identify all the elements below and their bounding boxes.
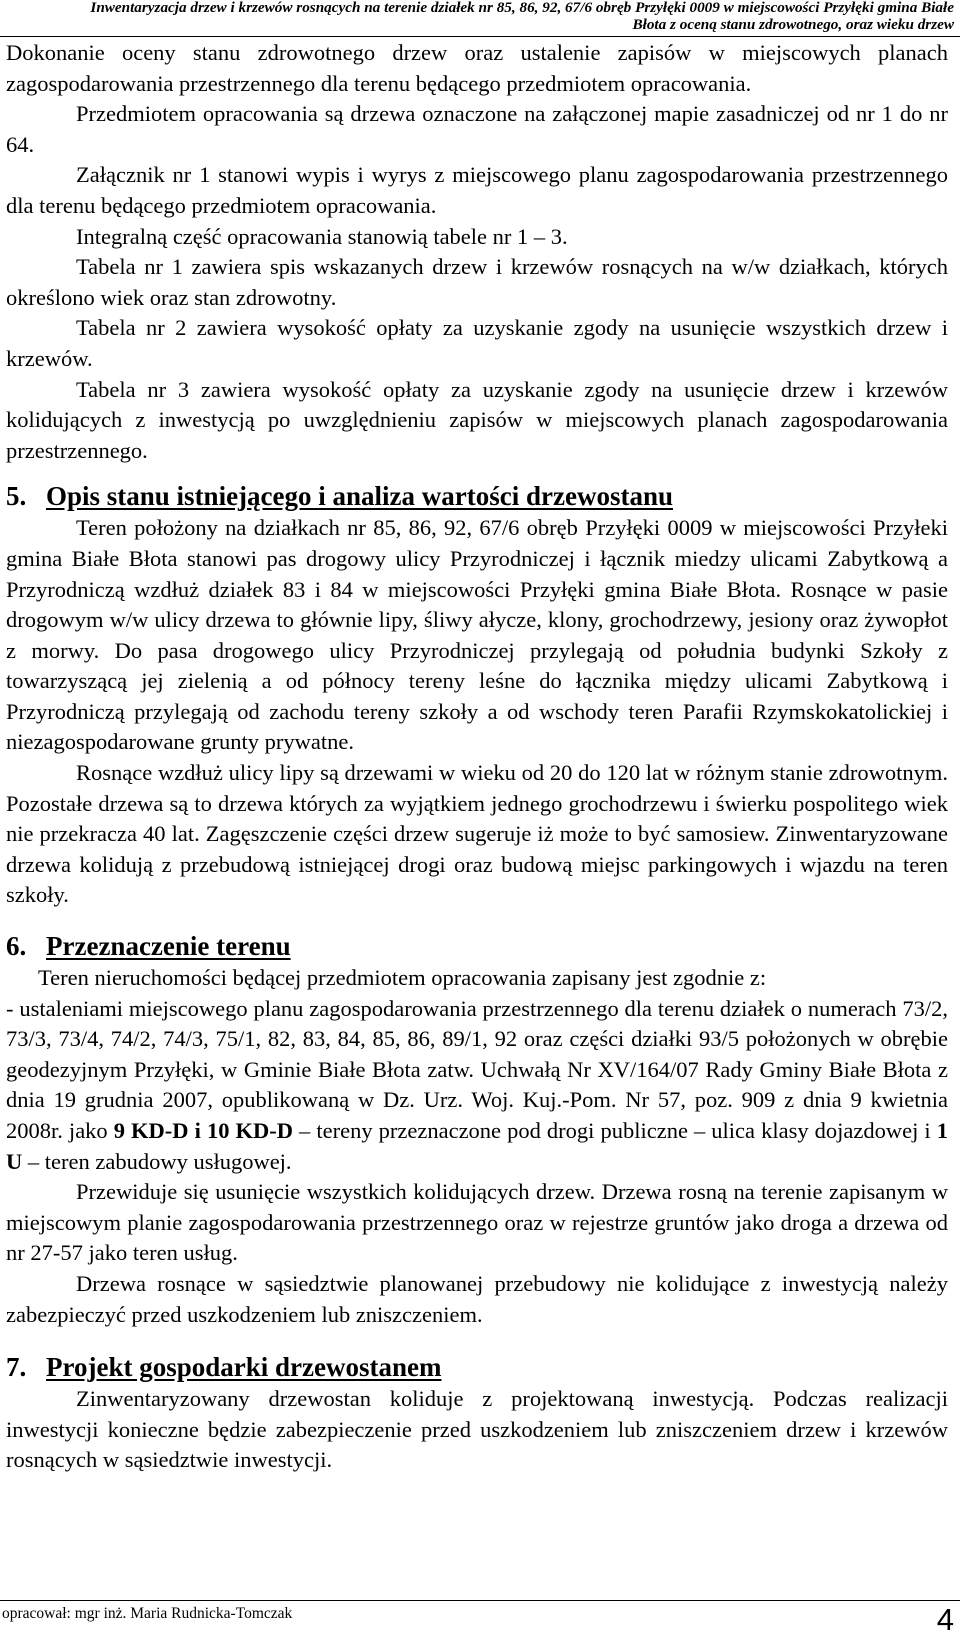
- section-6-p2-text-e: – teren zabudowy usługowej.: [22, 1148, 292, 1174]
- section-6-p2-bold-3: 1 U: [6, 1118, 948, 1174]
- page-footer: [0, 1600, 960, 1638]
- page-header: [0, 0, 960, 37]
- document-body: [6, 38, 948, 1476]
- section-6-p2-text-a: - ustaleniami miejscowego planu zagospodarowania przestrzennego dla terenu działek o numerach 73/2, 73/3, 73/4, 74/2, 74/3, 75/1, 82, 83, 84, 85, 86, 89/1, 92 oraz części działki 93/5 położonych w obrębie geodezyjnym Przyłęki, w Gminie Białe Błota zatw. Uchwałą Nr XV/164/07 Rady Gminy Białe Błota z dnia 19 grudnia 2007, opublikowaną w Dz. Urz. Woj. Kuj.-Pom. Nr 57, poz. 909 z dnia 9 kwietnia 2008r. jako: [6, 995, 948, 1143]
- section-6-paragraph-2: [6, 994, 948, 1178]
- header-title-line-1: Inwentaryzacja drzew i krzewów rosnących na terenie działek nr 85, 86, 92, 67/6 obręb Przyłęki 0009 w miejscowości Przyłęki gmina Białe: [90, 0, 954, 16]
- intro-paragraph-5: Tabela nr 1 zawiera spis wskazanych drzew i krzewów rosnących na w/w działkach, których określono wiek oraz stan zdrowotny.: [6, 254, 948, 310]
- section-6-number: 6.: [6, 931, 27, 962]
- intro-paragraph-1: Dokonanie oceny stanu zdrowotnego drzew oraz ustalenie zapisów w miejscowych planach zagospodarowania przestrzennego dla terenu będącego przedmiotem opracowania.: [6, 40, 948, 96]
- section-6-p2-bold-conj: i: [188, 1118, 207, 1143]
- intro-paragraph-6: Tabela nr 2 zawiera wysokość opłaty za uzyskanie zgody na usunięcie wszystkich drzew i krzewów.: [6, 315, 948, 371]
- section-6-paragraph-1: Teren nieruchomości będącej przedmiotem opracowania zapisany jest zgodnie z:: [38, 965, 767, 991]
- section-7-paragraph-1: Zinwentaryzowany drzewostan koliduje z projektowaną inwestycją. Podczas realizacji inwestycji konieczne będzie zabezpieczenie przed uszkodzeniem lub zniszczeniem drzew i krzewów rosnących w sąsiedztwie inwestycji.: [6, 1386, 948, 1473]
- section-6-p2-bold-1: 9 KD-D: [113, 1118, 189, 1143]
- section-7-title: Projekt gospodarki drzewostanem: [46, 1352, 442, 1383]
- intro-paragraph-7: Tabela nr 3 zawiera wysokość opłaty za uzyskanie zgody na usunięcie drzew i krzewów kolidujących z inwestycją po uwzględnieniu zapisów w miejscowych planach zagospodarowania przestrzennego.: [6, 376, 948, 463]
- section-5-paragraph-1: Teren położony na działkach nr 85, 86, 92, 67/6 obręb Przyłęki 0009 w miejscowości Przyłeki gmina Białe Błota stanowi pas drogowy ulicy Przyrodniczej i łącznik miedzy ulicami Zabytkową a Przyrodniczą wzdłuż działek 83 i 84 w miejscowości Przyłęki gmina Białe Błota. Rosnące w pasie drogowym w/w ulicy drzewa to głównie lipy, śliwy ałycze, klony, grochodrzewy, jesiony oraz żywopłot z morwy. Do pasa drogowego ulicy Przyrodniczej przylegają od południa budynki Szkoły z towarzyszącą jej zielenią a od północy tereny leśne do łącznika między ulicami Zabytkową i Przyrodniczą przylegają od zachodu tereny szkoły a od wschody teren Parafii Rzymskokatolickiej i niezagospodarowane grunty prywatne.: [6, 515, 948, 755]
- section-6-p2-bold-2: 10 KD-D: [206, 1118, 293, 1143]
- section-6-paragraph-3: Przewiduje się usunięcie wszystkich kolidujących drzew. Drzewa rosną na terenie zapisanym w miejscowym planie zagospodarowania przestrzennego oraz w rejestrze gruntów jako droga a drzewa od nr 27-57 jako teren usług.: [6, 1179, 948, 1266]
- section-6-title: Przeznaczenie terenu: [46, 931, 291, 962]
- section-7-heading: [6, 1350, 948, 1384]
- section-6-paragraph-4: Drzewa rosnące w sąsiedztwie planowanej przebudowy nie kolidujące z inwestycją należy zabezpieczyć przed uszkodzeniem lub zniszczeniem.: [6, 1270, 948, 1327]
- section-5-title: Opis stanu istniejącego i analiza wartości drzewostanu: [46, 481, 673, 512]
- intro-paragraph-3: Załącznik nr 1 stanowi wypis i wyrys z miejscowego planu zagospodarowania przestrzennego dla terenu będącego przedmiotem opracowania.: [6, 162, 948, 218]
- section-5-heading: [6, 479, 948, 513]
- section-5-number: 5.: [6, 481, 27, 512]
- section-7-number: 7.: [6, 1352, 27, 1383]
- header-title-line-2: Błota z oceną stanu zdrowotnego, oraz wieku drzew: [632, 16, 954, 33]
- section-6-p2-text-d: – tereny przeznaczone pod drogi publiczne – ulica klasy dojazdowej i: [293, 1118, 937, 1143]
- footer-author: opracował: mgr inż. Maria Rudnicka-Tomczak: [2, 1605, 293, 1622]
- section-5-paragraph-2: Rosnące wzdłuż ulicy lipy są drzewami w wieku od 20 do 120 lat w różnym stanie zdrowotnym. Pozostałe drzewa są to drzewa których za wyjątkiem jednego grochodrzewu i świerku pospolitego wiek nie przekracza 40 lat. Zagęszczenie części drzew sugeruje iż może to być samosiew. Zinwentaryzowane drzewa kolidują z przebudową istniejącej drogi oraz budową miejsc parkingowych i wjazdu na teren szkoły.: [6, 760, 948, 908]
- intro-paragraph-2: Przedmiotem opracowania są drzewa oznaczone na załączonej mapie zasadniczej od nr 1 do nr 64.: [6, 101, 948, 157]
- section-6-heading: [6, 929, 948, 963]
- page-number: 4: [936, 1602, 954, 1637]
- intro-paragraph-4: Integralną część opracowania stanowią tabele nr 1 – 3.: [76, 223, 568, 249]
